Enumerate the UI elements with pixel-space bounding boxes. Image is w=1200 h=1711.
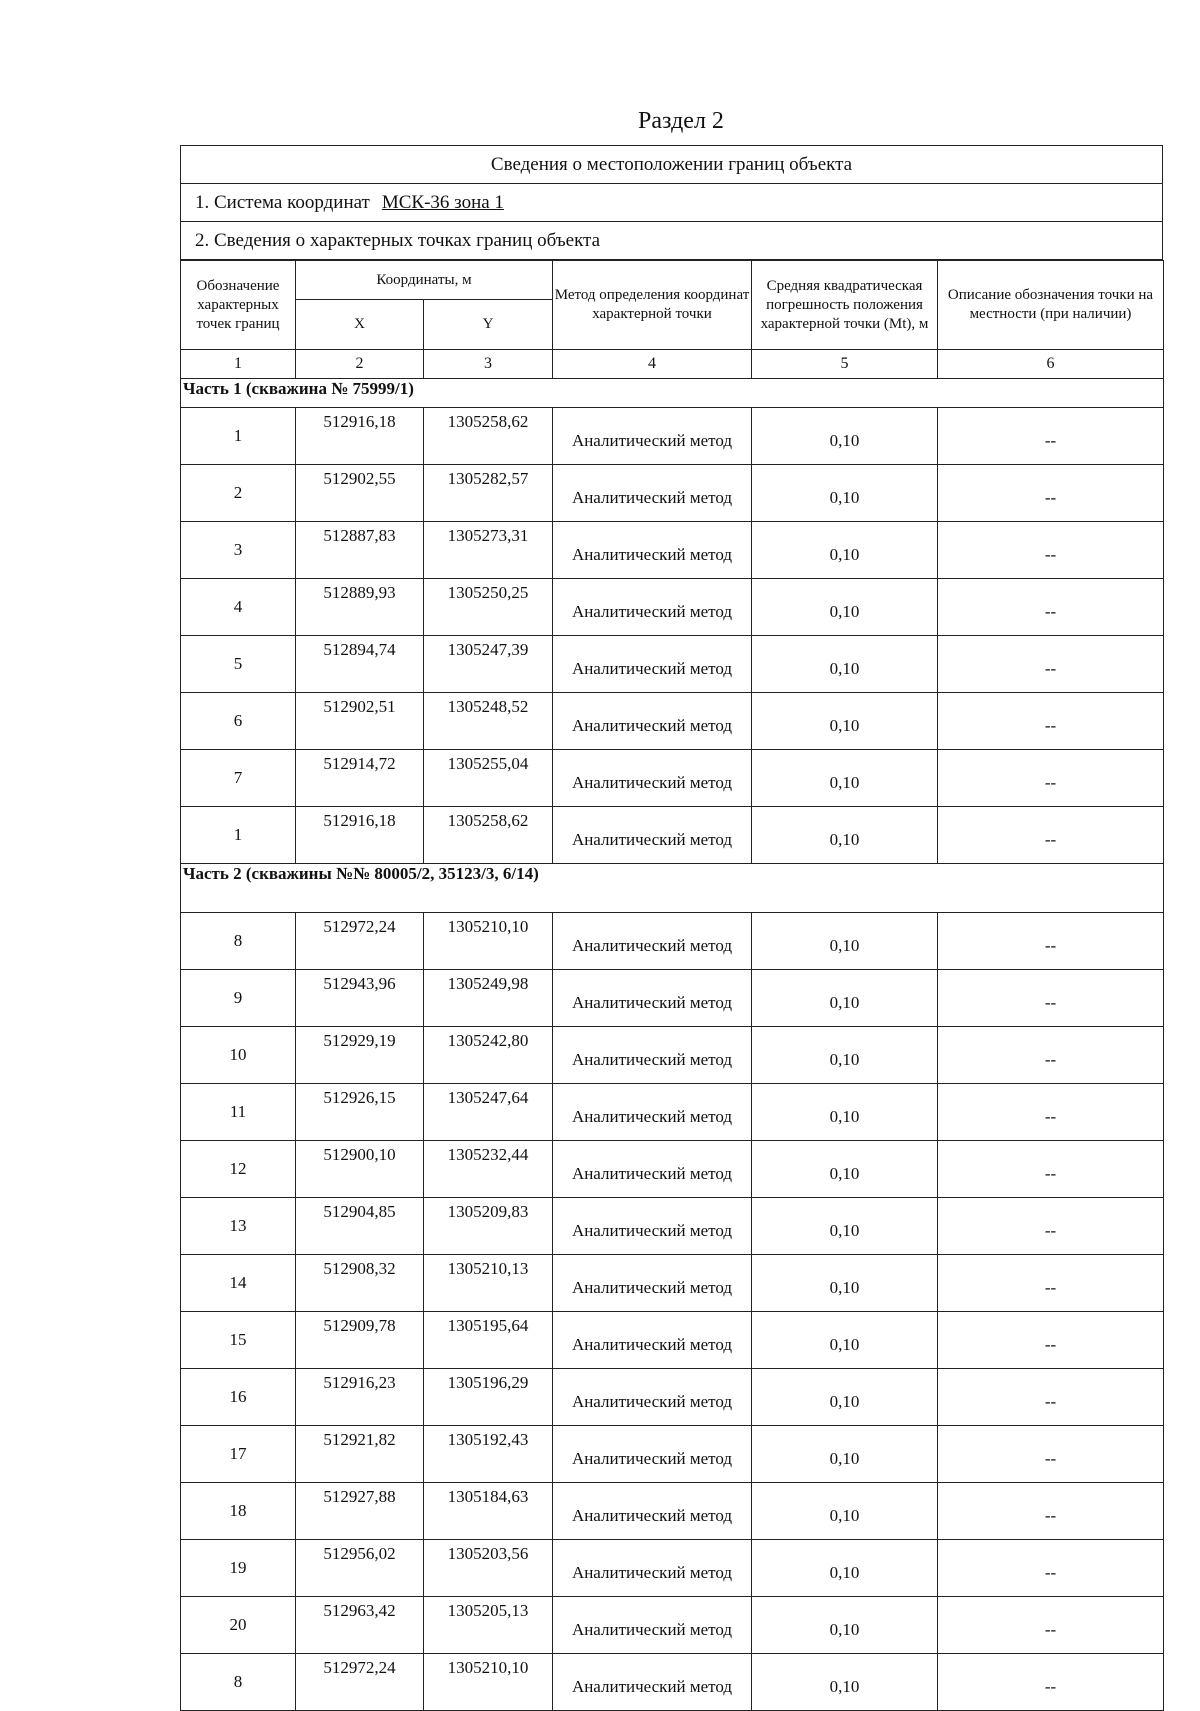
description: --: [938, 1426, 1164, 1483]
part-title: Часть 2 (скважины №№ 80005/2, 35123/3, 6/14): [181, 864, 1164, 913]
coord-x: 512916,18: [296, 807, 424, 864]
coord-y: 1305203,56: [424, 1540, 553, 1597]
coord-x: 512902,51: [296, 693, 424, 750]
coord-y: 1305247,39: [424, 636, 553, 693]
mt-error: 0,10: [752, 636, 938, 693]
col-coords: Координаты, м: [296, 261, 553, 300]
description: --: [938, 1312, 1164, 1369]
coord-x: 512900,10: [296, 1141, 424, 1198]
mt-error: 0,10: [752, 1654, 938, 1711]
description: --: [938, 1255, 1164, 1312]
coord-y: 1305196,29: [424, 1369, 553, 1426]
col-number: 6: [938, 350, 1164, 379]
coord-y: 1305210,10: [424, 913, 553, 970]
coord-x: 512929,19: [296, 1027, 424, 1084]
description: --: [938, 1198, 1164, 1255]
description: --: [938, 750, 1164, 807]
point-id: 5: [181, 636, 296, 693]
table-row: [181, 807, 1164, 864]
table-row: [181, 693, 1164, 750]
point-id: 18: [181, 1483, 296, 1540]
point-id: 12: [181, 1141, 296, 1198]
mt-error: 0,10: [752, 1483, 938, 1540]
table-row: [181, 522, 1164, 579]
coord-y: 1305258,62: [424, 408, 553, 465]
coord-y: 1305210,13: [424, 1255, 553, 1312]
coord-x: 512914,72: [296, 750, 424, 807]
point-id: 3: [181, 522, 296, 579]
description: --: [938, 693, 1164, 750]
coord-x: 512972,24: [296, 1654, 424, 1711]
col-number: 3: [424, 350, 553, 379]
col-description: Описание обозначения точки на местности (при наличии): [938, 261, 1164, 350]
section-header: [180, 145, 1163, 260]
col-point-label: Обозначение характерных точек границ: [181, 261, 296, 350]
description: --: [938, 1654, 1164, 1711]
table-row: [181, 1483, 1164, 1540]
method: Аналитический метод: [553, 693, 752, 750]
method: Аналитический метод: [553, 1198, 752, 1255]
description: --: [938, 1483, 1164, 1540]
point-id: 17: [181, 1426, 296, 1483]
method: Аналитический метод: [553, 750, 752, 807]
method: Аналитический метод: [553, 807, 752, 864]
col-error: Средняя квадратическая погрешность положения характерной точки (Mt), м: [752, 261, 938, 350]
table-row: [181, 913, 1164, 970]
method: Аналитический метод: [553, 1027, 752, 1084]
coord-x: 512909,78: [296, 1312, 424, 1369]
coord-y: 1305258,62: [424, 807, 553, 864]
coord-x: 512887,83: [296, 522, 424, 579]
col-method: Метод определения координат характерной точки: [553, 261, 752, 350]
description: --: [938, 579, 1164, 636]
column-number-row: [181, 350, 1164, 379]
method: Аналитический метод: [553, 1084, 752, 1141]
coord-x: 512963,42: [296, 1597, 424, 1654]
table-row: [181, 1027, 1164, 1084]
coord-x: 512921,82: [296, 1426, 424, 1483]
coord-x: 512956,02: [296, 1540, 424, 1597]
part-title: Часть 1 (скважина № 75999/1): [181, 379, 1164, 408]
coord-x: 512943,96: [296, 970, 424, 1027]
coord-y: 1305247,64: [424, 1084, 553, 1141]
description: --: [938, 636, 1164, 693]
coord-y: 1305249,98: [424, 970, 553, 1027]
table-row: [181, 1084, 1164, 1141]
method: Аналитический метод: [553, 522, 752, 579]
mt-error: 0,10: [752, 1084, 938, 1141]
points-table: [180, 260, 1164, 1711]
table-row: [181, 1540, 1164, 1597]
description: --: [938, 1141, 1164, 1198]
point-id: 6: [181, 693, 296, 750]
description: --: [938, 1597, 1164, 1654]
mt-error: 0,10: [752, 522, 938, 579]
point-id: 2: [181, 465, 296, 522]
point-id: 11: [181, 1084, 296, 1141]
coord-x: 512889,93: [296, 579, 424, 636]
coord-y: 1305210,10: [424, 1654, 553, 1711]
mt-error: 0,10: [752, 579, 938, 636]
description: --: [938, 408, 1164, 465]
description: --: [938, 465, 1164, 522]
mt-error: 0,10: [752, 970, 938, 1027]
coord-system-label: 1. Система координат: [195, 192, 370, 213]
description: --: [938, 1540, 1164, 1597]
mt-error: 0,10: [752, 1027, 938, 1084]
point-id: 9: [181, 970, 296, 1027]
part-title-row: [181, 864, 1164, 913]
mt-error: 0,10: [752, 1255, 938, 1312]
col-number: 1: [181, 350, 296, 379]
method: Аналитический метод: [553, 1597, 752, 1654]
table-row: [181, 1426, 1164, 1483]
method: Аналитический метод: [553, 1426, 752, 1483]
method: Аналитический метод: [553, 1369, 752, 1426]
coord-y: 1305184,63: [424, 1483, 553, 1540]
table-row: [181, 1654, 1164, 1711]
method: Аналитический метод: [553, 1255, 752, 1312]
mt-error: 0,10: [752, 1426, 938, 1483]
coord-y: 1305248,52: [424, 693, 553, 750]
point-id: 19: [181, 1540, 296, 1597]
point-id: 8: [181, 1654, 296, 1711]
point-id: 13: [181, 1198, 296, 1255]
coord-x: 512916,18: [296, 408, 424, 465]
coord-x: 512926,15: [296, 1084, 424, 1141]
section-title: Сведения о местоположении границ объекта: [181, 146, 1162, 184]
coord-x: 512904,85: [296, 1198, 424, 1255]
coord-system-value: МСК-36 зона 1: [381, 192, 504, 213]
coord-y: 1305195,64: [424, 1312, 553, 1369]
method: Аналитический метод: [553, 1654, 752, 1711]
point-id: 15: [181, 1312, 296, 1369]
coord-y: 1305232,44: [424, 1141, 553, 1198]
table-row: [181, 970, 1164, 1027]
mt-error: 0,10: [752, 1141, 938, 1198]
coord-y: 1305209,83: [424, 1198, 553, 1255]
point-id: 4: [181, 579, 296, 636]
description: --: [938, 913, 1164, 970]
coord-y: 1305255,04: [424, 750, 553, 807]
description: --: [938, 1369, 1164, 1426]
coord-x: 512916,23: [296, 1369, 424, 1426]
description: --: [938, 522, 1164, 579]
part-title-row: [181, 379, 1164, 408]
point-id: 20: [181, 1597, 296, 1654]
col-x: X: [296, 300, 424, 350]
mt-error: 0,10: [752, 913, 938, 970]
table-row: [181, 408, 1164, 465]
method: Аналитический метод: [553, 636, 752, 693]
mt-error: 0,10: [752, 1369, 938, 1426]
table-row: [181, 465, 1164, 522]
table-row: [181, 1198, 1164, 1255]
boundary-info-section: [180, 145, 1163, 1711]
description: --: [938, 807, 1164, 864]
coord-y: 1305242,80: [424, 1027, 553, 1084]
method: Аналитический метод: [553, 1141, 752, 1198]
mt-error: 0,10: [752, 1540, 938, 1597]
column-header-row: [181, 261, 1164, 300]
mt-error: 0,10: [752, 750, 938, 807]
col-number: 5: [752, 350, 938, 379]
coord-x: 512972,24: [296, 913, 424, 970]
coord-y: 1305250,25: [424, 579, 553, 636]
coord-x: 512927,88: [296, 1483, 424, 1540]
table-row: [181, 750, 1164, 807]
table-row: [181, 579, 1164, 636]
page-title: Раздел 2: [638, 108, 724, 134]
mt-error: 0,10: [752, 807, 938, 864]
method: Аналитический метод: [553, 408, 752, 465]
coord-y: 1305282,57: [424, 465, 553, 522]
point-id: 14: [181, 1255, 296, 1312]
points-title: 2. Сведения о характерных точках границ объекта: [181, 222, 1162, 260]
method: Аналитический метод: [553, 1540, 752, 1597]
coord-x: 512894,74: [296, 636, 424, 693]
point-id: 8: [181, 913, 296, 970]
point-id: 1: [181, 807, 296, 864]
coord-y: 1305192,43: [424, 1426, 553, 1483]
coord-x: 512902,55: [296, 465, 424, 522]
point-id: 10: [181, 1027, 296, 1084]
point-id: 7: [181, 750, 296, 807]
mt-error: 0,10: [752, 1198, 938, 1255]
table-row: [181, 1597, 1164, 1654]
table-row: [181, 636, 1164, 693]
coord-system-row: [181, 184, 1162, 222]
method: Аналитический метод: [553, 913, 752, 970]
col-number: 2: [296, 350, 424, 379]
point-id: 16: [181, 1369, 296, 1426]
col-number: 4: [553, 350, 752, 379]
coord-x: 512908,32: [296, 1255, 424, 1312]
table-row: [181, 1255, 1164, 1312]
method: Аналитический метод: [553, 1483, 752, 1540]
coord-y: 1305205,13: [424, 1597, 553, 1654]
mt-error: 0,10: [752, 1597, 938, 1654]
table-row: [181, 1369, 1164, 1426]
description: --: [938, 1027, 1164, 1084]
description: --: [938, 1084, 1164, 1141]
point-id: 1: [181, 408, 296, 465]
col-y: Y: [424, 300, 553, 350]
method: Аналитический метод: [553, 1312, 752, 1369]
mt-error: 0,10: [752, 1312, 938, 1369]
table-row: [181, 1141, 1164, 1198]
mt-error: 0,10: [752, 465, 938, 522]
mt-error: 0,10: [752, 408, 938, 465]
method: Аналитический метод: [553, 579, 752, 636]
description: --: [938, 970, 1164, 1027]
table-row: [181, 1312, 1164, 1369]
mt-error: 0,10: [752, 693, 938, 750]
coord-y: 1305273,31: [424, 522, 553, 579]
method: Аналитический метод: [553, 465, 752, 522]
method: Аналитический метод: [553, 970, 752, 1027]
